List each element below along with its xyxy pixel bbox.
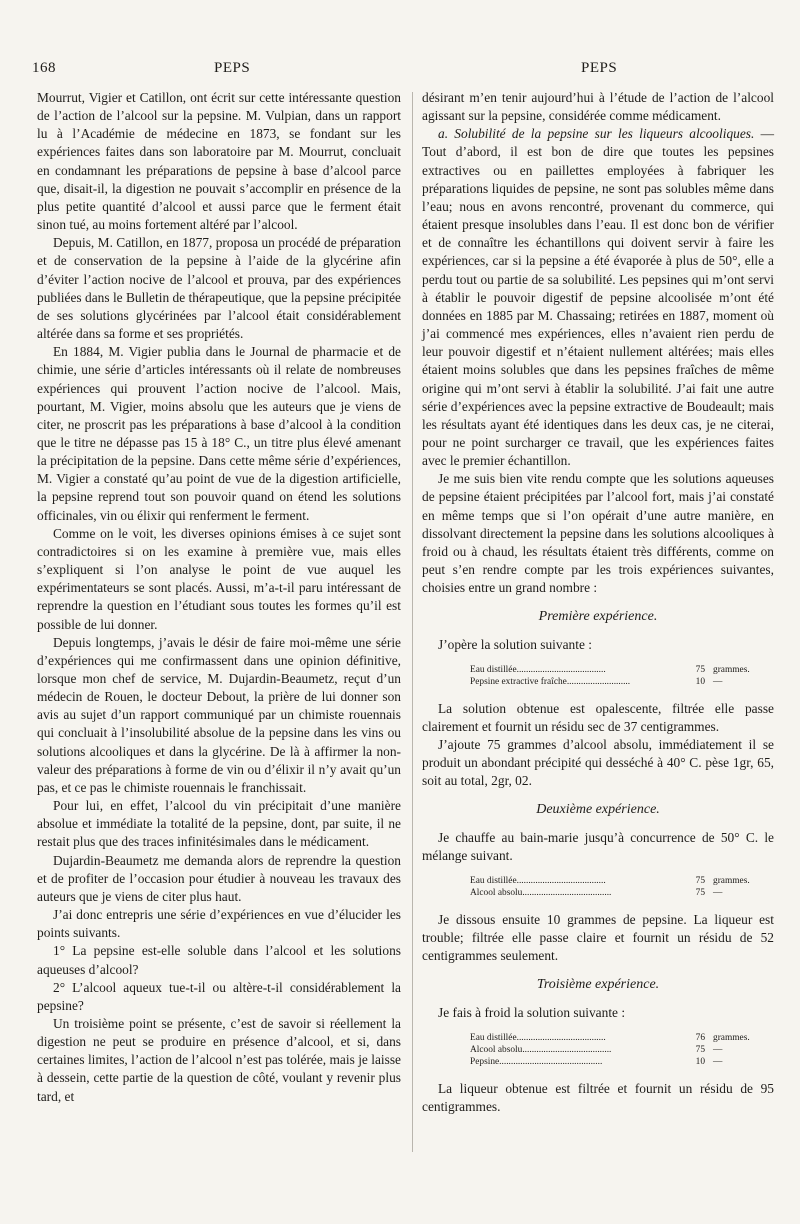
paragraph: Depuis longtemps, j’avais le désir de faire moi-même une série d’expériences qui me confirmassent dans une opinion définitive, lorsque mon chef de service, M. Dujardin-Beaumetz, reçut d’un médecin de Rouen, le docteur Debout, la prière de lui donner son avis au sujet d’un rapport communiqué par un chimiste rouennais qui concluait à l’insolubilité absolue de la pepsine dans les vins ou solutions alcooliques et dans la glycérine. De là à affirmer la non-valeur des préparations à forme de vin ou d’élixir il n’y avait qu’un pas, et ce pas le chimiste rouennais le franchissait.: [37, 634, 401, 795]
paragraph: J’ajoute 75 grammes d’alcool absolu, immédiatement il se produit un abondant précipité qui desséché à 40° C. pèse 1gr, 65, soit au total, 2gr, 02.: [422, 737, 774, 789]
experiment-1-intro: J’opère la solution suivante :: [438, 636, 592, 652]
paragraph: Comme on le voit, les diverses opinions émises à ce sujet sont contradictoires si on les examine à première vue, mais elles s’expliquent si l’on analyse le point de vue auquel les expérimentateurs se sont placés. Aussi, m’a-t-il paru intéressant de reprendre la question en l’étudiant sous toutes les formes qu’il est possible de lui donner.: [37, 525, 401, 632]
section-a: [422, 125, 774, 470]
paragraph: Pour lui, en effet, l’alcool du vin précipitait d’une manière absolue et immédiate la totalité de la pepsine, dont, par suite, il ne restait plus que des traces infinitésimales dans le médicament.: [37, 798, 401, 850]
paragraph: Je me suis bien vite rendu compte que les solutions aqueuses de pepsine étaient précipitées par l’alcool fort, mais j’ai constaté en même temps que si l’on opérait d’une autre manière, en dissolvant directement la pepsine dans les solutions alcooliques à froid ou à chaud, les résultats étaient très différents, comme on peut s’en rendre compte par les trois expériences suivantes, choisies entre un grand nombre :: [422, 471, 774, 596]
running-title-right: PEPS: [581, 60, 618, 76]
experiment-2-title: Deuxième expérience.: [536, 802, 660, 818]
recipe-row: Eau distillée...................................... 76 grammes.: [470, 1032, 750, 1043]
paragraph: Un troisième point se présente, c’est de savoir si réellement la digestion ne peut se produire en présence d’alcool, et si, dans certaines limites, l’action de l’alcool n’est pas tolérée, mais je laisse à dessein, cette partie de la question de côté, voulant y revenir plus tard, et: [37, 1015, 401, 1104]
list-item: 1° La pepsine est-elle soluble dans l’alcool et les solutions aqueuses d’alcool?: [37, 943, 401, 977]
experiment-2-intro: Je chauffe au bain-marie jusqu’à concurrence de 50° C. le mélange suivant.: [422, 829, 774, 863]
page-number: 168: [32, 60, 56, 76]
paragraph: désirant m’en tenir aujourd’hui à l’étude de l’action de l’alcool agissant sur la pepsine, considérée comme médicament.: [422, 90, 774, 124]
left-column: [37, 89, 401, 1106]
paragraph: Depuis, M. Catillon, en 1877, proposa un procédé de préparation et de conservation de la pepsine à l’aide de la glycérine afin d’éviter l’action nocive de l’alcool et prouva, par des expériences publiées dans le Bulletin de thérapeutique, que la pepsine précipitée de ses solutions glycérinées par l’alcool était considérablement altérée dans sa forme et ses propriétés.: [37, 235, 401, 342]
experiment-2-recipe: [470, 875, 770, 899]
recipe-row: Eau distillée...................................... 75 grammes.: [470, 875, 750, 886]
experiment-1-recipe: [470, 664, 770, 688]
experiment-3-intro: Je fais à froid la solution suivante :: [438, 1004, 626, 1020]
paragraph: La solution obtenue est opalescente, filtrée elle passe clairement et fournit un résidu sec de 37 centigrammes.: [422, 700, 774, 734]
column-divider: [412, 92, 413, 1152]
recipe-row: Alcool absolu...................................... 75 —: [470, 1044, 723, 1055]
section-a-label: a. Solubilité de la pepsine sur les liqueurs alcooliques.: [438, 126, 755, 142]
recipe-row: Eau distillée...................................... 75 grammes.: [470, 664, 750, 675]
experiment-1-title: Première expérience.: [538, 609, 658, 625]
recipe-row: Alcool absolu...................................... 75 —: [470, 887, 723, 898]
paragraph: La liqueur obtenue est filtrée et fournit un résidu de 95 centigrammes.: [422, 1080, 774, 1114]
paragraph: J’ai donc entrepris une série d’expériences en vue d’élucider les points suivants.: [37, 907, 401, 941]
list-item: 2° L’alcool aqueux tue-t-il ou altère-t-il considérablement la pepsine?: [37, 979, 401, 1013]
paragraph: Mourrut, Vigier et Catillon, ont écrit sur cette intéressante question de l’action de l’alcool sur la pepsine. M. Vulpian, dans un rapport lu à l’Académie de médecine en 1873, se fondant sur les expériences faites dans son laboratoire par M. Mourrut, concluait en condamnant les préparations de pepsine à base d’alcool parce que, disait-il, la digestion ne pouvait s’accomplir en présence de la plus petite quantité d’alcool et aussi parce que le ferment était sinon tué, au moins fortement altéré par l’alcool.: [37, 90, 401, 233]
running-title-left: PEPS: [214, 60, 251, 76]
recipe-row: Pepsine............................................ 10 —: [470, 1056, 723, 1067]
experiment-3-recipe: [470, 1032, 770, 1068]
experiment-3-title: Troisième expérience.: [536, 977, 660, 993]
paragraph: Dujardin-Beaumetz me demanda alors de reprendre la question et de profiter de l’occasion pour étudier à nouveau les travaux des auteurs que je viens de citer plus haut.: [37, 852, 401, 904]
paragraph: Je dissous ensuite 10 grammes de pepsine. La liqueur est trouble; filtrée elle passe claire et fournit un résidu de 52 centigrammes seulement.: [422, 911, 774, 964]
recipe-row: Pepsine extractive fraîche........................... 10 —: [470, 676, 723, 687]
paragraph: En 1884, M. Vigier publia dans le Journal de pharmacie et de chimie, une série d’articles intéressants où il relate de nombreuses expériences qui prouvent l’action nocive de l’alcool. Mais, pourtant, M. Vigier, moins absolu que les auteurs que je viens de citer, ne proscrit pas les préparations à base d’alcool à la condition que le titre ne dépasse pas 15 à 18° C., un titre plus élevé amenant la précipitation de la pepsine. Dans cette même série d’expériences, M. Vigier a constaté qu’au point de vue de la digestion artificielle, la pepsine reprend tout son pouvoir quand on étend les solutions officinales, vin ou élixir qui renferment le ferment.: [37, 344, 401, 523]
section-a-text: — Tout d’abord, il est bon de dire que toutes les pepsines extractives ou en paillettes employées à fabriquer les préparations liquides de pepsine, ne sont pas solubles même dans l’eau; nous en avons rencontré, provenant du commerce, qui étaient presque insolubles dans l’eau. Il est donc bon de vérifier et de connaître les échantillons qui doivent servir à faire les expériences, car si la pepsine a été évaporée à plus de 50°, elle a perdu tout ou partie de sa solubilité. Les pepsines qui m’ont servi à établir le pouvoir digestif de pepsine alcoolisée m’ont été données en 1885 par M. Chassaing; retirées en 1887, moment où j’ai commencé mes expériences, elles n’avaient rien perdu de leur pouvoir digestif et n’étaient nullement altérées; mais elles étaient moins solubles que dans les pepsines fraîches de même origine qui m’ont servi à établir la solubilité. J’ai fait une autre série d’expériences avec la pepsine extractive de Boudeault; mais les résultats ayant été identiques dans les deux cas, je ne citerai, pour ne point surcharger ce travail, que les expériences faites avec le premier échantillon.: [422, 126, 774, 469]
right-column: [422, 89, 774, 1116]
